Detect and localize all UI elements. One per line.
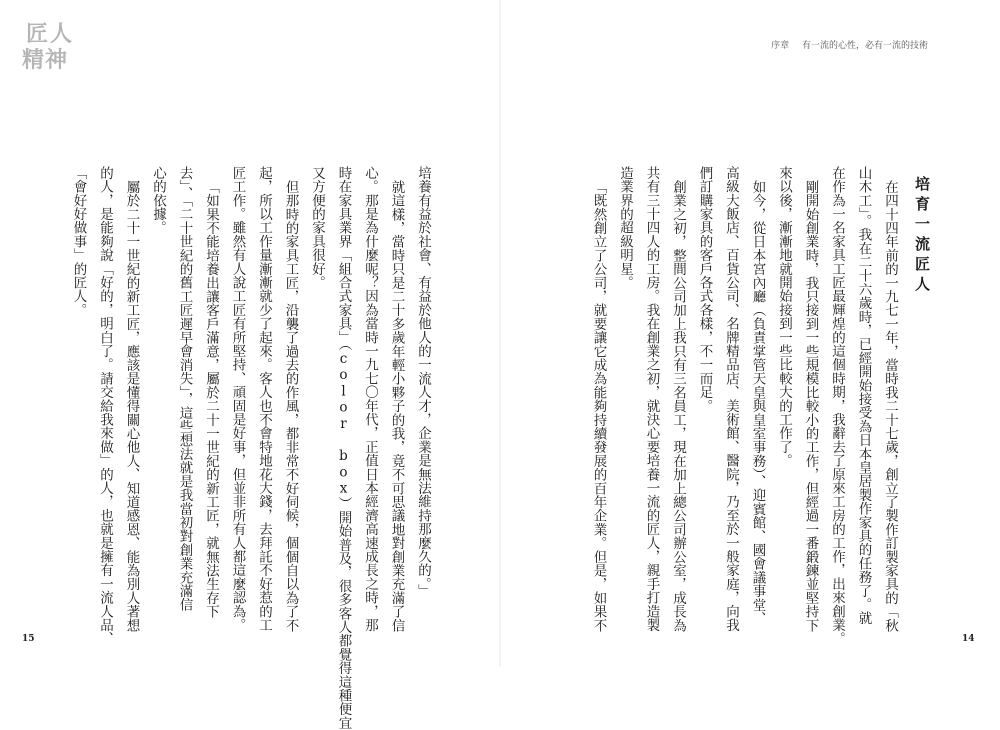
text-line: 山木工」。我在二十六歲時，已經開始接受為日本皇居製作家具的任務了。就 xyxy=(855,166,872,626)
text-line: 在作為一名家具工匠最輝煌的這個時期，我辭去了原來工房的工作，出來創業。 xyxy=(829,166,845,646)
running-head-chapter: 序章 xyxy=(771,41,790,51)
text-line: 如今，從日本宮內廳（負責掌管天皇與皇室事務）、迎賓館、國會議事堂、 xyxy=(749,180,766,626)
text-line: 剛開始創業時，我只接到一些規模比較小的工作，但經過一番鍛鍊並堅持下 xyxy=(802,180,819,633)
logo-mark xyxy=(20,20,76,80)
text-line: 在四十四年前的一九七一年，當時我二十七歲，創立了製作訂製家具的「秋 xyxy=(882,180,898,633)
text-line: 高級大飯店、百貨公司、名牌精品店、美術館、醫院，乃至於一般家庭，向我 xyxy=(723,166,739,632)
text-line: 就這樣，當時只是二十多歲年輕小夥子的我，竟不可思議地對創業充滿了信 xyxy=(388,180,405,633)
page-number-right: 14 xyxy=(962,634,975,644)
right-page-body xyxy=(590,166,903,646)
page-number-left: 15 xyxy=(22,634,35,644)
text-line: 心的依據。 xyxy=(150,166,166,235)
text-line: 們訂購家具的客戶各式各樣，不一而足。 xyxy=(696,166,713,413)
text-line: 培養有益於社會、有益於他人的一流人才，企業是無法維持那麼久的。」 xyxy=(415,166,431,598)
text-line: 共有三十四人的工房。我在創業之初，就決心要培養一流的匠人，親手打造製 xyxy=(643,166,660,632)
text-line: 但那時的家具工匠，沿襲了過去的作風，都非常不好伺候，個個自以為了不 xyxy=(282,180,299,633)
text-line: 去」、「二十世紀的舊工匠遲早會消失」，這些想法就是我當初對創業充滿信 xyxy=(176,166,193,612)
text-line: 創業之初，整間公司加上我只有三名員工，現在加上總公司辦公室，成長為 xyxy=(670,180,686,633)
text-line: 屬於二十一世紀的新工匠，應該是懂得關心他人、知道感恩、能為別人著想 xyxy=(123,180,140,633)
text-line: 的人，是能夠說「好的，明白了。請交給我來做」的人，也就是擁有一流人品、 xyxy=(97,166,113,646)
text-line: 時在家具業界「組合式家具」（color box）開始普及，很多客人都覺得這種便宜 xyxy=(335,166,352,730)
text-line: 來以後，漸漸地就開始接到一些比較大的工作了。 xyxy=(776,166,792,468)
running-head-title: 有一流的心性，必有一流的技術 xyxy=(801,41,928,51)
text-line: 「如果不能培養出讓客戶滿意，屬於二十一世紀的新工匠，就無法生存下 xyxy=(203,180,219,619)
text-line: 起，所以工作量漸漸就少了起來。客人也不會特地花大錢，去拜託不好惹的工 xyxy=(256,166,272,632)
text-line: 「會好好做事」的匠人。 xyxy=(70,166,87,317)
logo-line-1: 匠人 xyxy=(26,21,75,47)
left-page-body xyxy=(62,166,436,730)
text-line: 匠工作。雖然有人說工匠有所堅持、頑固是好事，但並非所有人都這麼認為。 xyxy=(229,166,246,632)
text-line: 又方便的家具很好。 xyxy=(309,166,325,290)
logo-line-2: 精神 xyxy=(22,47,69,73)
page-gutter xyxy=(499,0,501,667)
text-line: 造業界的超級明星。 xyxy=(617,166,633,290)
text-line: 心。那是為什麼呢？因為當時一九七〇年代，正值日本經濟高速成長之時，那 xyxy=(362,166,378,632)
running-head xyxy=(761,38,928,51)
section-heading: 培育一流匠人 xyxy=(913,176,931,296)
text-line: 「既然創立了公司，就要讓它成為能夠持續發展的百年企業。但是，如果不 xyxy=(590,180,607,633)
